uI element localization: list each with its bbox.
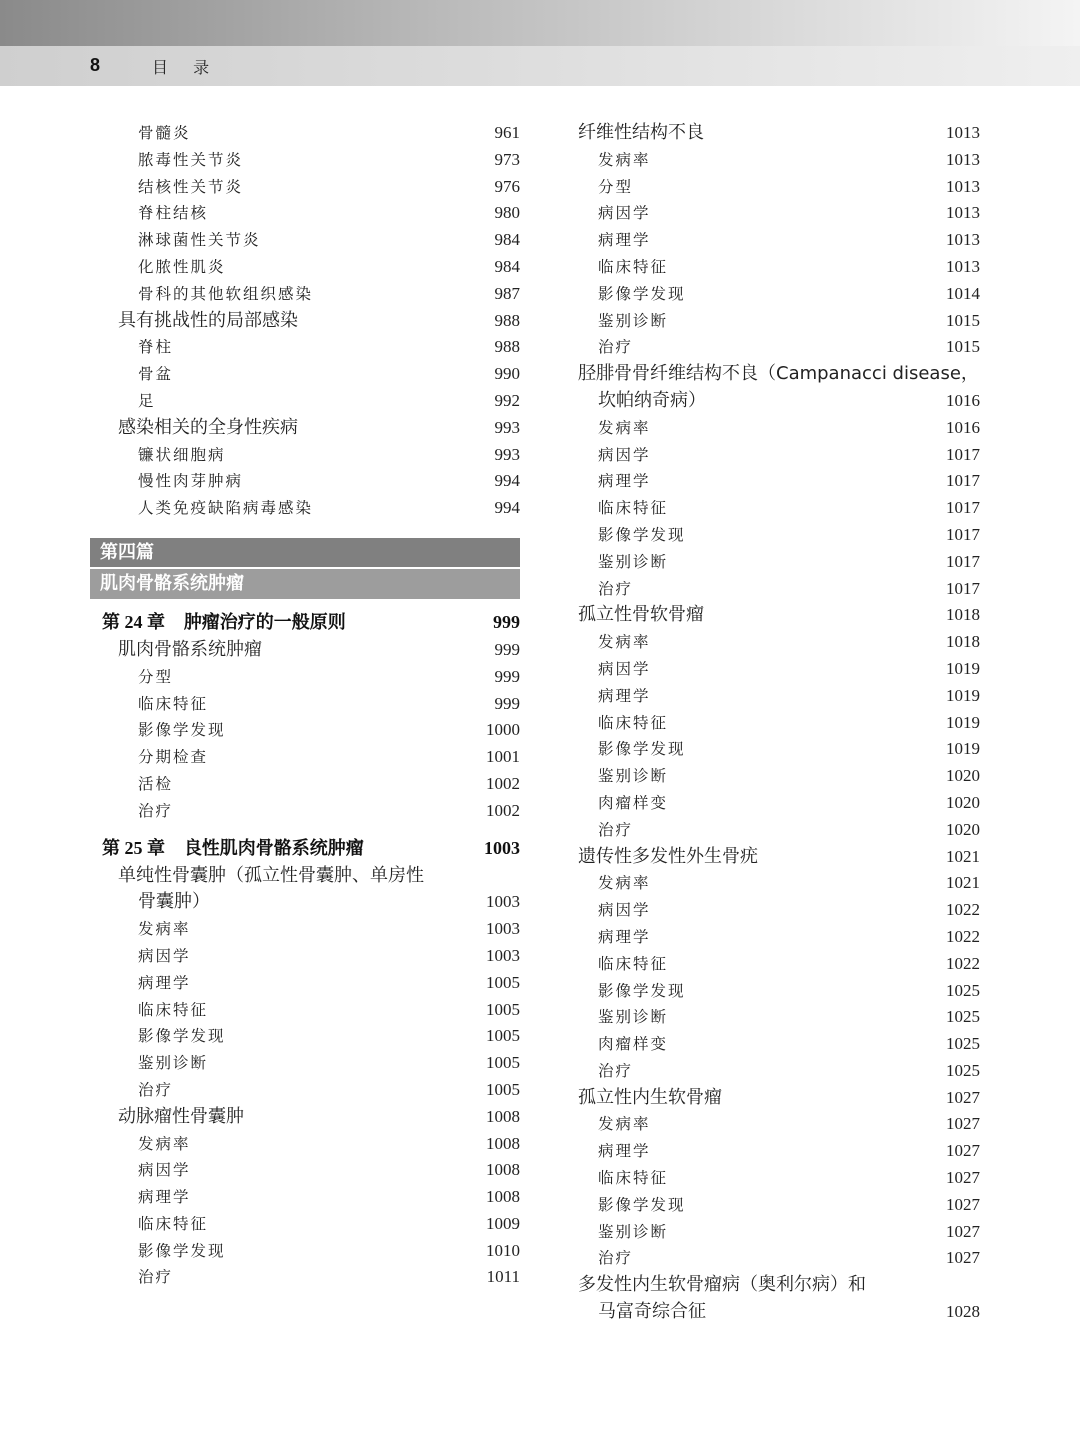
- toc-entry[interactable]: [90, 1023, 520, 1050]
- toc-entry-page: 1020: [946, 766, 980, 786]
- toc-entry[interactable]: [560, 174, 980, 201]
- toc-entry-title: 肉瘤样变: [598, 1035, 669, 1054]
- toc-entry-title: 纤维性结构不良: [578, 122, 704, 143]
- toc-entry[interactable]: [90, 664, 520, 691]
- toc-entry[interactable]: [560, 495, 980, 522]
- toc-entry-page: 1003: [486, 919, 520, 939]
- toc-entry[interactable]: [90, 916, 520, 943]
- toc-entry-page: 961: [494, 123, 520, 142]
- toc-entry-page: 1013: [946, 203, 980, 223]
- toc-entry[interactable]: [90, 889, 520, 916]
- toc-entry-page: 1019: [946, 658, 980, 678]
- toc-entry-page: 999: [494, 639, 520, 659]
- toc-entry-title: 遗传性多发性外生骨疣: [578, 845, 758, 867]
- toc-entry[interactable]: [560, 1299, 980, 1326]
- toc-right-column: [560, 120, 980, 1326]
- toc-entry-title: 影像学发现: [598, 981, 686, 1000]
- part-title: 肌肉骨骼系统肿瘤: [90, 567, 520, 599]
- toc-entry[interactable]: [560, 951, 980, 978]
- toc-entry[interactable]: [560, 897, 980, 924]
- toc-entry-title: 临床特征: [598, 499, 669, 518]
- toc-entry-title: 病因学: [598, 901, 651, 920]
- toc-entry-title: 发病率: [598, 150, 651, 169]
- toc-entry-title: 脓毒性关节炎: [138, 150, 244, 169]
- toc-entry-page: 1028: [946, 1302, 980, 1322]
- toc-entry-title: 病因学: [138, 946, 191, 965]
- toc-entry-title: 病理学: [598, 1142, 651, 1161]
- toc-entry-page: 1017: [946, 471, 980, 491]
- toc-entry[interactable]: [90, 147, 520, 174]
- toc-entry-page: 1008: [486, 1187, 520, 1207]
- toc-entry-title: 临床特征: [138, 1000, 209, 1019]
- toc-entry[interactable]: [560, 1192, 980, 1219]
- toc-entry[interactable]: [560, 442, 980, 469]
- toc-entry-title: 人类免疫缺陷病毒感染: [138, 499, 314, 518]
- toc-group-right-a: [560, 120, 980, 361]
- toc-entry[interactable]: [560, 1138, 980, 1165]
- toc-entry-page: 1020: [946, 819, 980, 839]
- toc-entry-page: 1022: [946, 953, 980, 973]
- toc-entry-title: 感染相关的全身性疾病: [118, 416, 298, 438]
- toc-entry-page: 1017: [946, 498, 980, 518]
- toc-entry-page: 1025: [946, 1034, 980, 1054]
- toc-entry[interactable]: [90, 1077, 520, 1104]
- toc-entry[interactable]: [560, 1031, 980, 1058]
- toc-left-column: [90, 120, 520, 1291]
- toc-entry-page: 1013: [946, 256, 980, 276]
- toc-entry-page: 992: [494, 390, 520, 410]
- toc-entry-page: 1027: [946, 1221, 980, 1241]
- toc-entry-page: 1013: [946, 123, 980, 142]
- toc-entry-page: 1017: [946, 444, 980, 464]
- toc-entry-title: 临床特征: [598, 1169, 669, 1188]
- toc-entry-title: 影像学发现: [138, 1241, 226, 1260]
- toc-entry-title: 治疗: [138, 1268, 174, 1287]
- toc-entry[interactable]: [560, 549, 980, 576]
- toc-entry[interactable]: [560, 763, 980, 790]
- toc-entry-title: 脊柱: [138, 338, 174, 357]
- toc-entry-page: 988: [494, 337, 520, 357]
- toc-entry-page: 1025: [946, 980, 980, 1000]
- toc-entry[interactable]: [560, 870, 980, 897]
- part-heading: [90, 538, 520, 599]
- toc-group-right-b: [560, 415, 980, 1273]
- header-title: 目 录: [152, 58, 220, 77]
- toc-entry-title: 病理学: [138, 973, 191, 992]
- toc-entry[interactable]: [90, 495, 520, 522]
- toc-entry-title: 治疗: [598, 579, 634, 598]
- chapter-label: 第 24 章: [102, 611, 165, 632]
- toc-entry-title: 病因学: [598, 204, 651, 223]
- toc-entry-title: 临床特征: [598, 954, 669, 973]
- toc-entry[interactable]: [560, 147, 980, 174]
- toc-entry-title: 影像学发现: [138, 1027, 226, 1046]
- toc-entry[interactable]: [560, 576, 980, 603]
- toc-entry-page: 1022: [946, 926, 980, 946]
- toc-entry-title: 病理学: [598, 472, 651, 491]
- toc-entry[interactable]: [90, 943, 520, 970]
- toc-entry-page: 1008: [486, 1133, 520, 1153]
- toc-entry-page: 1027: [946, 1141, 980, 1161]
- toc-entry-page: 1013: [946, 230, 980, 250]
- toc-entry[interactable]: [90, 442, 520, 469]
- toc-entry-title: 淋球菌性关节炎: [138, 231, 261, 250]
- toc-entry[interactable]: [560, 308, 980, 335]
- toc-entry[interactable]: [90, 388, 520, 415]
- toc-entry[interactable]: [560, 924, 980, 951]
- toc-entry[interactable]: [560, 1058, 980, 1085]
- toc-entry[interactable]: [560, 1272, 980, 1299]
- toc-entry-title: 分型: [138, 667, 174, 686]
- toc-entry-title: 分型: [598, 177, 634, 196]
- toc-entry[interactable]: [560, 629, 980, 656]
- toc-entry[interactable]: [560, 522, 980, 549]
- toc-entry[interactable]: [560, 254, 980, 281]
- chapter-24-heading[interactable]: [90, 607, 520, 637]
- toc-entry-page: 994: [494, 471, 520, 491]
- toc-entry-page: 984: [494, 256, 520, 276]
- toc-entry-title: 影像学发现: [598, 525, 686, 544]
- toc-entry[interactable]: [90, 798, 520, 825]
- chapter-25-heading[interactable]: [90, 833, 520, 863]
- toc-entry-title: 临床特征: [598, 257, 669, 276]
- toc-entry[interactable]: [90, 308, 520, 335]
- toc-entry-page: 1002: [486, 773, 520, 793]
- toc-entry-title: 动脉瘤性骨囊肿: [118, 1105, 244, 1127]
- toc-entry[interactable]: [560, 1219, 980, 1246]
- toc-entry-page: 1017: [946, 524, 980, 544]
- toc-entry-page: 1018: [946, 605, 980, 625]
- toc-entry-page: 973: [494, 149, 520, 169]
- toc-entry-page: 1005: [486, 972, 520, 992]
- toc-entry[interactable]: [90, 120, 520, 147]
- toc-entry-page: 1027: [946, 1248, 980, 1268]
- toc-entry-title: 病因学: [138, 1161, 191, 1180]
- toc-entry-page: 984: [494, 230, 520, 250]
- toc-entry-title: 骨盆: [138, 365, 174, 384]
- toc-entry[interactable]: [90, 771, 520, 798]
- toc-entry-title: 病理学: [598, 686, 651, 705]
- toc-entry-page: 1016: [946, 417, 980, 437]
- toc-entry-title: 胫腓骨骨纤维结构不良（Campanacci disease，: [578, 363, 979, 385]
- toc-entry-title: 治疗: [598, 820, 634, 839]
- toc-entry-title: 发病率: [598, 874, 651, 893]
- part-number: 第四篇: [90, 538, 520, 567]
- toc-entry-title: 病理学: [598, 231, 651, 250]
- toc-entry-page: 988: [494, 310, 520, 330]
- toc-entry-title: 治疗: [598, 1249, 634, 1268]
- toc-entry-title: 马富奇综合征: [598, 1301, 706, 1323]
- toc-entry[interactable]: [90, 1264, 520, 1291]
- toc-entry-page: 1017: [946, 578, 980, 598]
- toc-entry-title: 治疗: [598, 1061, 634, 1080]
- toc-entry-title: 鉴别诊断: [598, 311, 669, 330]
- toc-entry-page: 1019: [946, 739, 980, 759]
- toc-entry[interactable]: [90, 1238, 520, 1265]
- toc-entry-title: 化脓性肌炎: [138, 257, 226, 276]
- toc-entry-page: 1027: [946, 1168, 980, 1188]
- chapter-title: 肿瘤治疗的一般原则: [183, 611, 346, 633]
- toc-entry-title: 发病率: [138, 1134, 191, 1153]
- toc-entry-page: 976: [494, 176, 520, 196]
- toc-entry-page: 1013: [946, 149, 980, 169]
- toc-entry[interactable]: [90, 174, 520, 201]
- toc-entry[interactable]: [90, 1157, 520, 1184]
- toc-entry-page: 980: [494, 203, 520, 223]
- chapter-title: 良性肌肉骨骼系统肿瘤: [183, 837, 364, 859]
- toc-entry-title: 结核性关节炎: [138, 177, 244, 196]
- toc-entry-page: 993: [494, 417, 520, 437]
- toc-entry[interactable]: [560, 817, 980, 844]
- toc-entry-page: 1015: [946, 310, 980, 330]
- toc-entry-title: 骨髓炎: [138, 124, 191, 142]
- toc-entry-title: 临床特征: [138, 1214, 209, 1233]
- toc-entry-page: 999: [494, 666, 520, 686]
- toc-entry-title: 临床特征: [598, 713, 669, 732]
- toc-entry-page: 1016: [946, 390, 980, 410]
- toc-entry-page: 1005: [486, 1026, 520, 1046]
- page-number: 8: [90, 55, 101, 75]
- toc-entry-title: 镰状细胞病: [138, 445, 226, 464]
- toc-entry[interactable]: [560, 602, 980, 629]
- toc-entry[interactable]: [560, 361, 980, 388]
- toc-entry[interactable]: [90, 717, 520, 744]
- toc-entry[interactable]: [90, 863, 520, 890]
- chapter-label: 第 25 章: [102, 837, 165, 858]
- toc-entry[interactable]: [90, 468, 520, 495]
- toc-entry-page: 1013: [946, 176, 980, 196]
- toc-entry-page: 1014: [946, 283, 980, 303]
- toc-entry[interactable]: [90, 281, 520, 308]
- toc-entry-page: 1025: [946, 1060, 980, 1080]
- toc-entry-title: 临床特征: [138, 694, 209, 713]
- toc-entry-page: 1027: [946, 1114, 980, 1134]
- toc-entry-title: 慢性肉芽肿病: [138, 472, 244, 491]
- toc-entry-title: 鉴别诊断: [598, 1222, 669, 1241]
- toc-entry[interactable]: [90, 637, 520, 664]
- toc-entry[interactable]: [560, 200, 980, 227]
- toc-entry-page: 1003: [486, 945, 520, 965]
- toc-entry-title: 病理学: [598, 927, 651, 946]
- toc-entry[interactable]: [560, 710, 980, 737]
- toc-entry-title: 治疗: [138, 801, 174, 820]
- toc-entry-title: 影像学发现: [598, 740, 686, 759]
- toc-entry-title: 骨囊肿）: [138, 891, 210, 913]
- toc-entry[interactable]: [560, 1111, 980, 1138]
- toc-entry-page: 1005: [486, 1079, 520, 1099]
- toc-group-left-top: [90, 120, 520, 522]
- toc-entry-page: 1019: [946, 685, 980, 705]
- toc-entry-title: 鉴别诊断: [598, 767, 669, 786]
- toc-entry-title: 足: [138, 391, 156, 410]
- toc-entry-title: 治疗: [598, 338, 634, 357]
- toc-entry-page: 990: [494, 364, 520, 384]
- toc-entry[interactable]: [90, 361, 520, 388]
- toc-entry-page: 1018: [946, 632, 980, 652]
- toc-entry-page: 999: [494, 693, 520, 713]
- toc-entry-title: 肉瘤样变: [598, 793, 669, 812]
- toc-entry-page: 994: [494, 498, 520, 518]
- toc-entry[interactable]: [560, 790, 980, 817]
- toc-entry-page: 1021: [946, 873, 980, 893]
- toc-entry[interactable]: [560, 468, 980, 495]
- toc-entry-title: 坎帕纳奇病）: [598, 389, 706, 411]
- toc-entry-page: 1015: [946, 337, 980, 357]
- toc-entry[interactable]: [90, 1211, 520, 1238]
- toc-entry[interactable]: [90, 200, 520, 227]
- toc-entry-title: 孤立性内生软骨瘤: [578, 1086, 722, 1108]
- toc-entry[interactable]: [90, 691, 520, 718]
- toc-entry[interactable]: [560, 736, 980, 763]
- toc-entry-title: 发病率: [138, 920, 191, 939]
- toc-entry[interactable]: [90, 997, 520, 1024]
- toc-entry-title: 病因学: [598, 445, 651, 464]
- toc-entry-page: 1005: [486, 1053, 520, 1073]
- toc-entry-page: 1025: [946, 1007, 980, 1027]
- toc-entry-page: 1009: [486, 1213, 520, 1233]
- toc-entry[interactable]: [90, 254, 520, 281]
- toc-entry[interactable]: [90, 1104, 520, 1131]
- toc-entry-title: 鉴别诊断: [598, 552, 669, 571]
- toc-entry-page: 1019: [946, 712, 980, 732]
- toc-entry-page: 987: [494, 283, 520, 303]
- toc-entry-title: 脊柱结核: [138, 204, 209, 223]
- toc-entry-title: 病理学: [138, 1188, 191, 1207]
- toc-entry-page: 1008: [486, 1106, 520, 1126]
- toc-entry[interactable]: [560, 683, 980, 710]
- toc-entry[interactable]: [560, 281, 980, 308]
- toc-entry-title: 孤立性骨软骨瘤: [578, 604, 704, 626]
- toc-entry-title: 影像学发现: [138, 721, 226, 740]
- toc-entry-title: 影像学发现: [598, 284, 686, 303]
- toc-entry[interactable]: [560, 656, 980, 683]
- toc-entry[interactable]: [90, 1184, 520, 1211]
- toc-entry-page: 1021: [946, 846, 980, 866]
- toc-entry[interactable]: [560, 227, 980, 254]
- toc-entry-title: 病因学: [598, 659, 651, 678]
- toc-entry-title: 发病率: [598, 418, 651, 437]
- toc-entry[interactable]: [90, 334, 520, 361]
- toc-entry[interactable]: [560, 1245, 980, 1272]
- toc-entry-page: 1027: [946, 1194, 980, 1214]
- toc-entry-page: 1002: [486, 800, 520, 820]
- toc-entry-page: 1001: [486, 747, 520, 767]
- toc-entry[interactable]: [560, 415, 980, 442]
- toc-entry[interactable]: [560, 1085, 980, 1112]
- toc-entry-title: 肌肉骨骼系统肿瘤: [118, 638, 262, 660]
- toc-entry[interactable]: [90, 227, 520, 254]
- toc-entry[interactable]: [560, 1165, 980, 1192]
- toc-entry[interactable]: [560, 978, 980, 1005]
- toc-entry[interactable]: [90, 744, 520, 771]
- toc-entry-title: 活检: [138, 774, 174, 793]
- toc-entry[interactable]: [560, 120, 980, 147]
- toc-entry-page: 1020: [946, 792, 980, 812]
- toc-entry-page: 1003: [486, 892, 520, 912]
- toc-entry-title: 影像学发现: [598, 1195, 686, 1214]
- toc-entry-page: 1000: [486, 720, 520, 740]
- toc-entry-page: 1011: [486, 1267, 520, 1287]
- toc-entry-title: 鉴别诊断: [598, 1008, 669, 1027]
- toc-entry-page: 1008: [486, 1160, 520, 1180]
- toc-entry[interactable]: [560, 388, 980, 415]
- toc-entry[interactable]: [90, 1050, 520, 1077]
- toc-entry-title: 分期检查: [138, 748, 209, 767]
- toc-entry-title: 骨科的其他软组织感染: [138, 284, 314, 303]
- toc-entry-page: 1005: [486, 999, 520, 1019]
- toc-entry-title: 单纯性骨囊肿（孤立性骨囊肿、单房性: [118, 864, 424, 886]
- toc-entry[interactable]: [560, 844, 980, 871]
- toc-entry-title: 鉴别诊断: [138, 1054, 209, 1073]
- toc-group-chapter-25: [90, 916, 520, 1291]
- toc-entry[interactable]: [560, 334, 980, 361]
- toc-entry-title: 发病率: [598, 1115, 651, 1134]
- toc-entry-page: 1017: [946, 551, 980, 571]
- chapter-page: 1003: [484, 837, 520, 858]
- toc-entry-page: 993: [494, 444, 520, 464]
- toc-group-chapter-24: [90, 637, 520, 825]
- toc-entry-page: 1010: [486, 1240, 520, 1260]
- toc-entry-title: 具有挑战性的局部感染: [118, 309, 298, 331]
- toc-entry-title: 治疗: [138, 1080, 174, 1099]
- toc-entry-page: 1022: [946, 900, 980, 920]
- toc-entry[interactable]: [90, 415, 520, 442]
- toc-entry-title: 多发性内生软骨瘤病（奥利尔病）和: [578, 1274, 866, 1296]
- toc-entry-title: 发病率: [598, 633, 651, 652]
- toc-entry-page: 1027: [946, 1087, 980, 1107]
- chapter-page: 999: [493, 611, 520, 632]
- toc-entry[interactable]: [90, 1131, 520, 1158]
- toc-entry[interactable]: [90, 970, 520, 997]
- toc-entry[interactable]: [560, 1004, 980, 1031]
